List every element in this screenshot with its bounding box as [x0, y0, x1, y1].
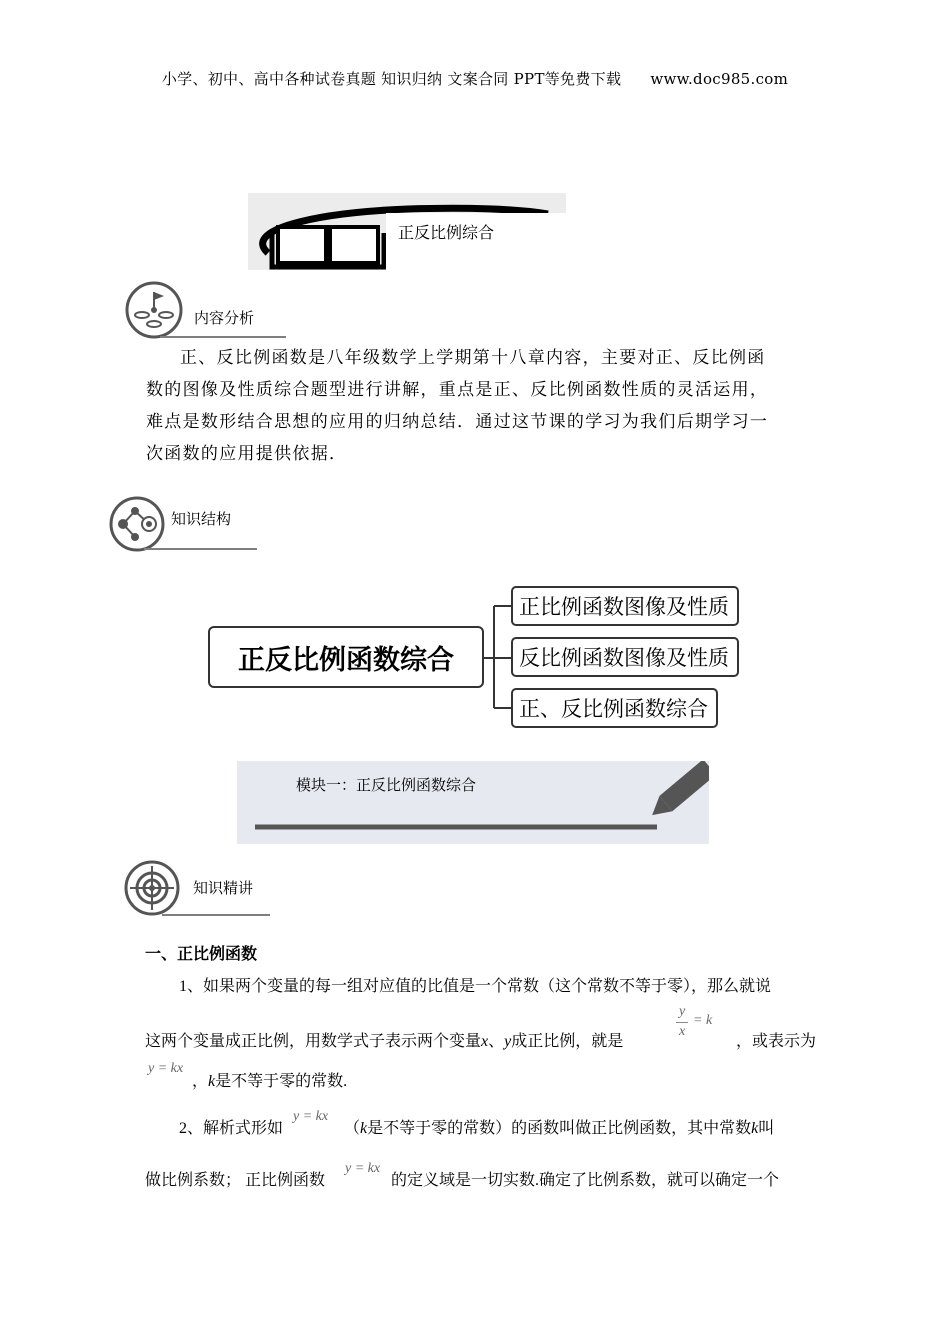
target-icon — [124, 860, 182, 918]
paragraph-line: 的定义域是一切实数.确定了比例系数，就可以确定一个 — [391, 1172, 780, 1189]
fraction-bar — [676, 1022, 688, 1023]
pencil-icon — [237, 761, 709, 844]
mindmap-node: 反比例函数图像及性质 — [511, 637, 739, 677]
text-run: 成正比例，就是 — [511, 1033, 624, 1050]
target-flag-icon — [124, 280, 186, 342]
mindmap-root: 正反比例函数综合 — [208, 626, 484, 688]
header-text: 小学、初中、高中各种试卷真题 知识归纳 文案合同 PPT等免费下载 — [161, 70, 622, 88]
mindmap-node: 正比例函数图像及性质 — [511, 586, 739, 626]
banner-title: 正反比例综合 — [398, 223, 495, 242]
paragraph-line: ，或表示为 — [736, 1033, 817, 1050]
header-url[interactable]: www.doc985.com — [650, 70, 789, 88]
formula-y-kx: y = kx — [345, 1161, 381, 1176]
text-run: 是不等于零的常数. — [215, 1073, 348, 1090]
var-k: k — [751, 1120, 759, 1137]
var-x: x — [481, 1033, 489, 1050]
formula-y-kx: y = kx — [293, 1109, 329, 1124]
divider — [162, 914, 270, 916]
text-run: （ — [344, 1120, 361, 1137]
module-title: 模块一：正反比例函数综合 — [296, 776, 477, 794]
text-run: 、 — [488, 1033, 505, 1050]
content-heading: 一、正比例函数 — [145, 944, 258, 963]
paragraph-line: 做比例系数； 正比例函数 — [145, 1172, 326, 1189]
analysis-line: 数的图像及性质综合题型进行讲解，重点是正、反比例函数性质的灵活运用， — [146, 380, 769, 400]
var-y: y — [504, 1033, 512, 1050]
text-run: ， — [192, 1073, 209, 1090]
divider — [160, 336, 286, 338]
analysis-line: 难点是数形结合思想的应用的归纳总结．通过这节课的学习为我们后期学习一 — [146, 412, 769, 432]
fraction-denominator: x — [679, 1024, 686, 1039]
text-run: 叫 — [758, 1120, 775, 1137]
formula-eq-k: = k — [693, 1013, 713, 1028]
section-knowledge-detail: 知识精讲 — [193, 879, 254, 897]
paragraph-line: 1、如果两个变量的每一组对应值的比值是一个常数（这个常数不等于零），那么就说 — [179, 978, 772, 995]
analysis-line: 次函数的应用提供依据． — [146, 444, 348, 464]
paragraph-line: 2、解析式形如 — [179, 1120, 284, 1137]
section-content-analysis: 内容分析 — [194, 309, 255, 327]
formula-y-kx: y = kx — [148, 1061, 184, 1076]
var-k: k — [360, 1120, 368, 1137]
paragraph-line — [145, 1028, 623, 1051]
analysis-paragraph — [146, 342, 810, 470]
fraction-numerator: y — [679, 1004, 686, 1019]
network-icon — [109, 496, 169, 554]
mindmap-node: 正、反比例函数综合 — [511, 688, 718, 728]
analysis-line: 正、反比例函数是八年级数学上学期第十八章内容，主要对正、反比例函 — [180, 348, 766, 368]
page-header — [0, 68, 950, 89]
text-run: 这两个变量成正比例，用数学式子表示两个变量 — [145, 1033, 482, 1050]
text-run: 是不等于零的常数）的函数叫做正比例函数，其中常数 — [367, 1120, 752, 1137]
section-knowledge-structure: 知识结构 — [171, 510, 232, 528]
paragraph-line — [344, 1115, 774, 1138]
paragraph-line — [192, 1068, 347, 1091]
divider — [144, 548, 257, 550]
var-k: k — [208, 1073, 216, 1090]
